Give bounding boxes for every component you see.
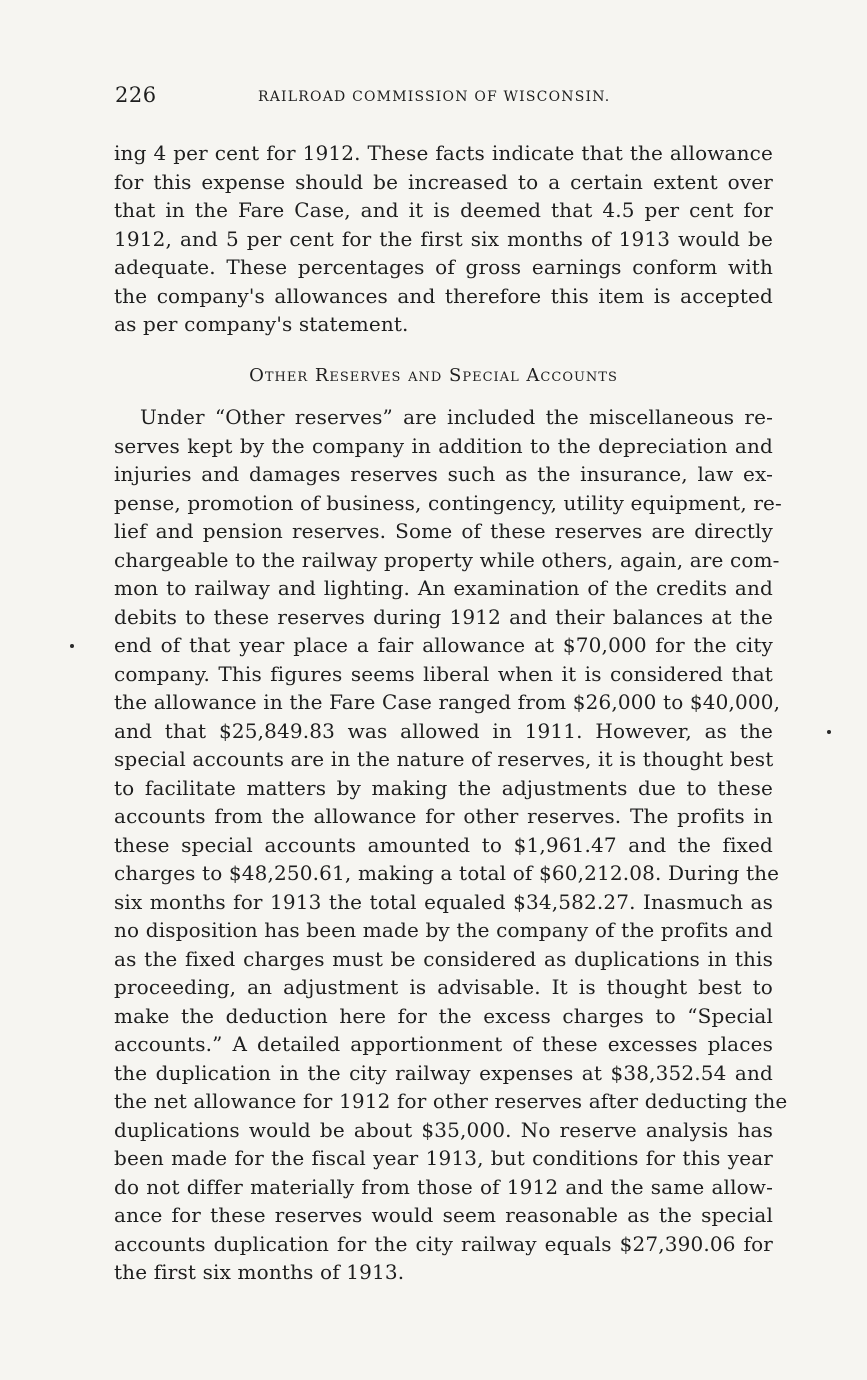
text-line: serves kept by the company in addition to the depreciation and [114,433,773,458]
text-line: debits to these reserves during 1912 and their balances at the [114,604,773,629]
section-heading: Other Reserves and Special Accounts [249,365,618,386]
text-line: ing 4 per cent for 1912. These facts indicate that the allowance [114,141,773,165]
running-title: RAILROAD COMMISSION OF WISCONSIN. [258,89,611,105]
text-line: do not differ materially from those of 1912 and the same allow- [114,1174,773,1199]
text-line: no disposition has been made by the company of the profits and [114,918,773,942]
paragraph-other-reserves [114,403,788,1287]
text-line: for this expense should be increased to a certain extent over [114,169,773,194]
text-line: adequate. These percentages of gross earnings conform with [114,255,773,279]
text-line: to facilitate matters by making the adjustments due to these [114,775,773,800]
text-line: as per company's statement. [114,312,409,336]
text-line: make the deduction here for the excess charges to “Special [114,1003,773,1028]
text-line: mon to railway and lighting. An examination of the credits and [114,576,773,600]
ink-speck [70,644,74,648]
text-line: lief and pension reserves. Some of these reserves are directly [114,519,773,543]
text-line: accounts duplication for the city railway equals $27,390.06 for [114,1231,773,1256]
text-line: proceeding, an adjustment is advisable. It is thought best to [114,975,773,999]
text-line: accounts.” A detailed apportionment of these excesses places [114,1032,773,1056]
text-line: and that $25,849.83 was allowed in 1911. However, as the [114,718,773,743]
text-line: duplications would be about $35,000. No reserve analysis has [114,1117,773,1142]
text-line: ance for these reserves would seem reasonable as the special [114,1203,773,1227]
paragraph-continuation [114,139,773,339]
text-line: Under “Other reserves” are included the miscellaneous re- [140,405,773,429]
text-line: six months for 1913 the total equaled $34,582.27. Inasmuch as [114,889,773,914]
text-line: as the fixed charges must be considered as duplications in this [114,946,773,971]
text-line: injuries and damages reserves such as the insurance, law ex- [114,462,773,486]
text-line: end of that year place a fair allowance at $70,000 for the city [114,633,773,657]
running-header [115,82,775,112]
text-line: the duplication in the city railway expenses at $38,352.54 and [114,1060,773,1085]
text-line: special accounts are in the nature of reserves, it is thought best [114,747,774,771]
text-line: that in the Fare Case, and it is deemed that 4.5 per cent for [114,198,773,222]
text-line: pense, promotion of business, contingency, utility equipment, re- [114,490,782,515]
text-line: charges to $48,250.61, making a total of $60,212.08. During the [114,861,780,885]
text-line: accounts from the allowance for other reserves. The profits in [114,804,773,828]
text-line: the net allowance for 1912 for other reserves after deducting the [114,1089,788,1113]
text-line: these special accounts amounted to $1,961.47 and the fixed [114,832,773,857]
text-line: chargeable to the railway property while others, again, are com- [114,547,780,572]
text-line: company. This figures seems liberal when it is considered that [114,661,773,686]
ink-speck [827,730,831,734]
text-line: been made for the fiscal year 1913, but conditions for this year [114,1146,773,1170]
text-line: the first six months of 1913. [114,1260,405,1284]
text-line: the company's allowances and therefore this item is accepted [114,283,773,308]
text-line: 1912, and 5 per cent for the first six months of 1913 would be [114,226,773,251]
text-line: the allowance in the Fare Case ranged from $26,000 to $40,000, [114,690,781,714]
page-number: 226 [115,83,157,107]
